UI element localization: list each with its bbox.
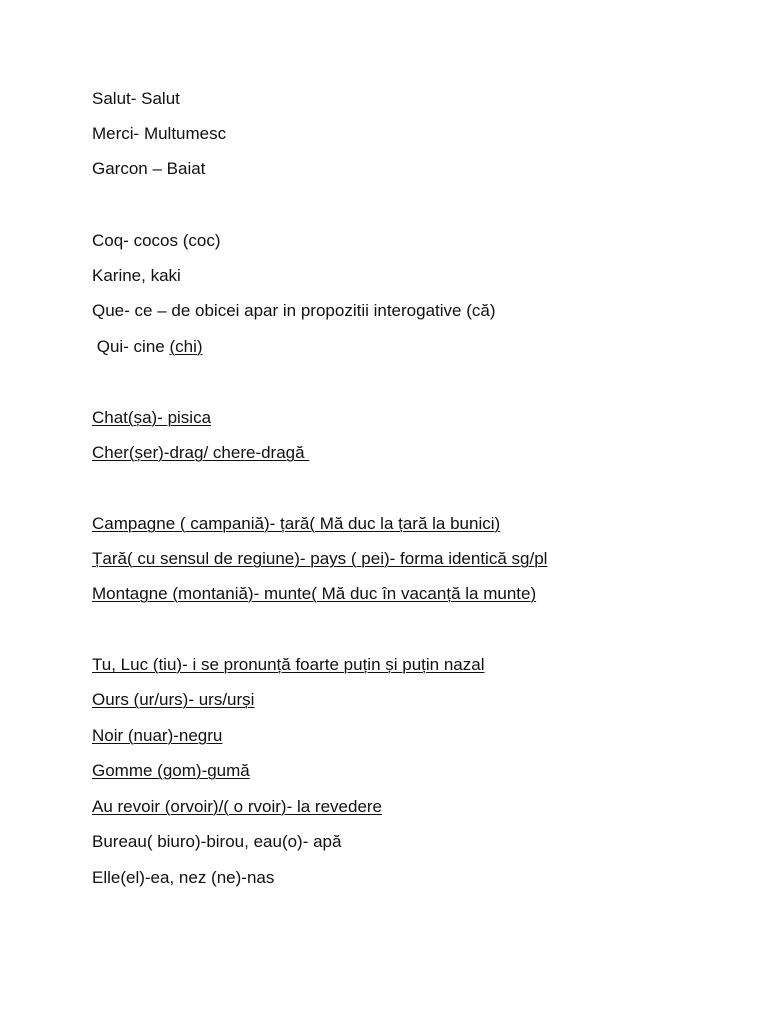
vocab-line-karine: Karine, kaki bbox=[92, 266, 181, 285]
vocab-line-que: Que- ce – de obicei apar in propozitii interogative (că) bbox=[92, 301, 496, 320]
vocab-line-bureau: Bureau( biuro)-birou, eau(o)- apă bbox=[92, 832, 342, 851]
vocab-line-au-revoir: Au revoir (orvoir)/( o rvoir)- la revedere bbox=[92, 797, 383, 816]
vocab-line-coq: Coq- cocos (coc) bbox=[92, 231, 221, 250]
vocab-line-qui bbox=[92, 337, 203, 357]
vocab-line-ours: Ours (ur/urs)- urs/urși bbox=[92, 690, 255, 709]
vocab-line-salut: Salut- Salut bbox=[92, 89, 180, 108]
vocab-qui-pronunciation: (chi) bbox=[169, 337, 203, 356]
vocab-qui-text: Qui- cine bbox=[92, 337, 170, 356]
vocab-line-campagne: Campagne ( campaniă)- țară( Mă duc la țară la bunici) bbox=[92, 514, 501, 533]
vocab-line-montagne: Montagne (montaniă)- munte( Mă duc în vacanță la munte) bbox=[92, 584, 537, 603]
vocab-line-tara: Țară( cu sensul de regiune)- pays ( pei)- forma identică sg/pl bbox=[92, 549, 548, 568]
vocab-line-elle: Elle(el)-ea, nez (ne)-nas bbox=[92, 868, 275, 887]
vocab-line-noir: Noir (nuar)-negru bbox=[92, 726, 223, 745]
vocab-line-tu-luc: Tu, Luc (tiu)- i se pronunță foarte puțin și puțin nazal bbox=[92, 655, 485, 674]
vocab-line-cher: Cher(șer)-drag/ chere-dragă bbox=[92, 443, 310, 462]
vocab-line-gomme: Gomme (gom)-gumă bbox=[92, 761, 250, 780]
vocab-line-merci: Merci- Multumesc bbox=[92, 124, 227, 143]
vocab-line-chat: Chat(șa)- pisica bbox=[92, 408, 212, 427]
vocab-line-garcon: Garcon – Baiat bbox=[92, 159, 206, 178]
